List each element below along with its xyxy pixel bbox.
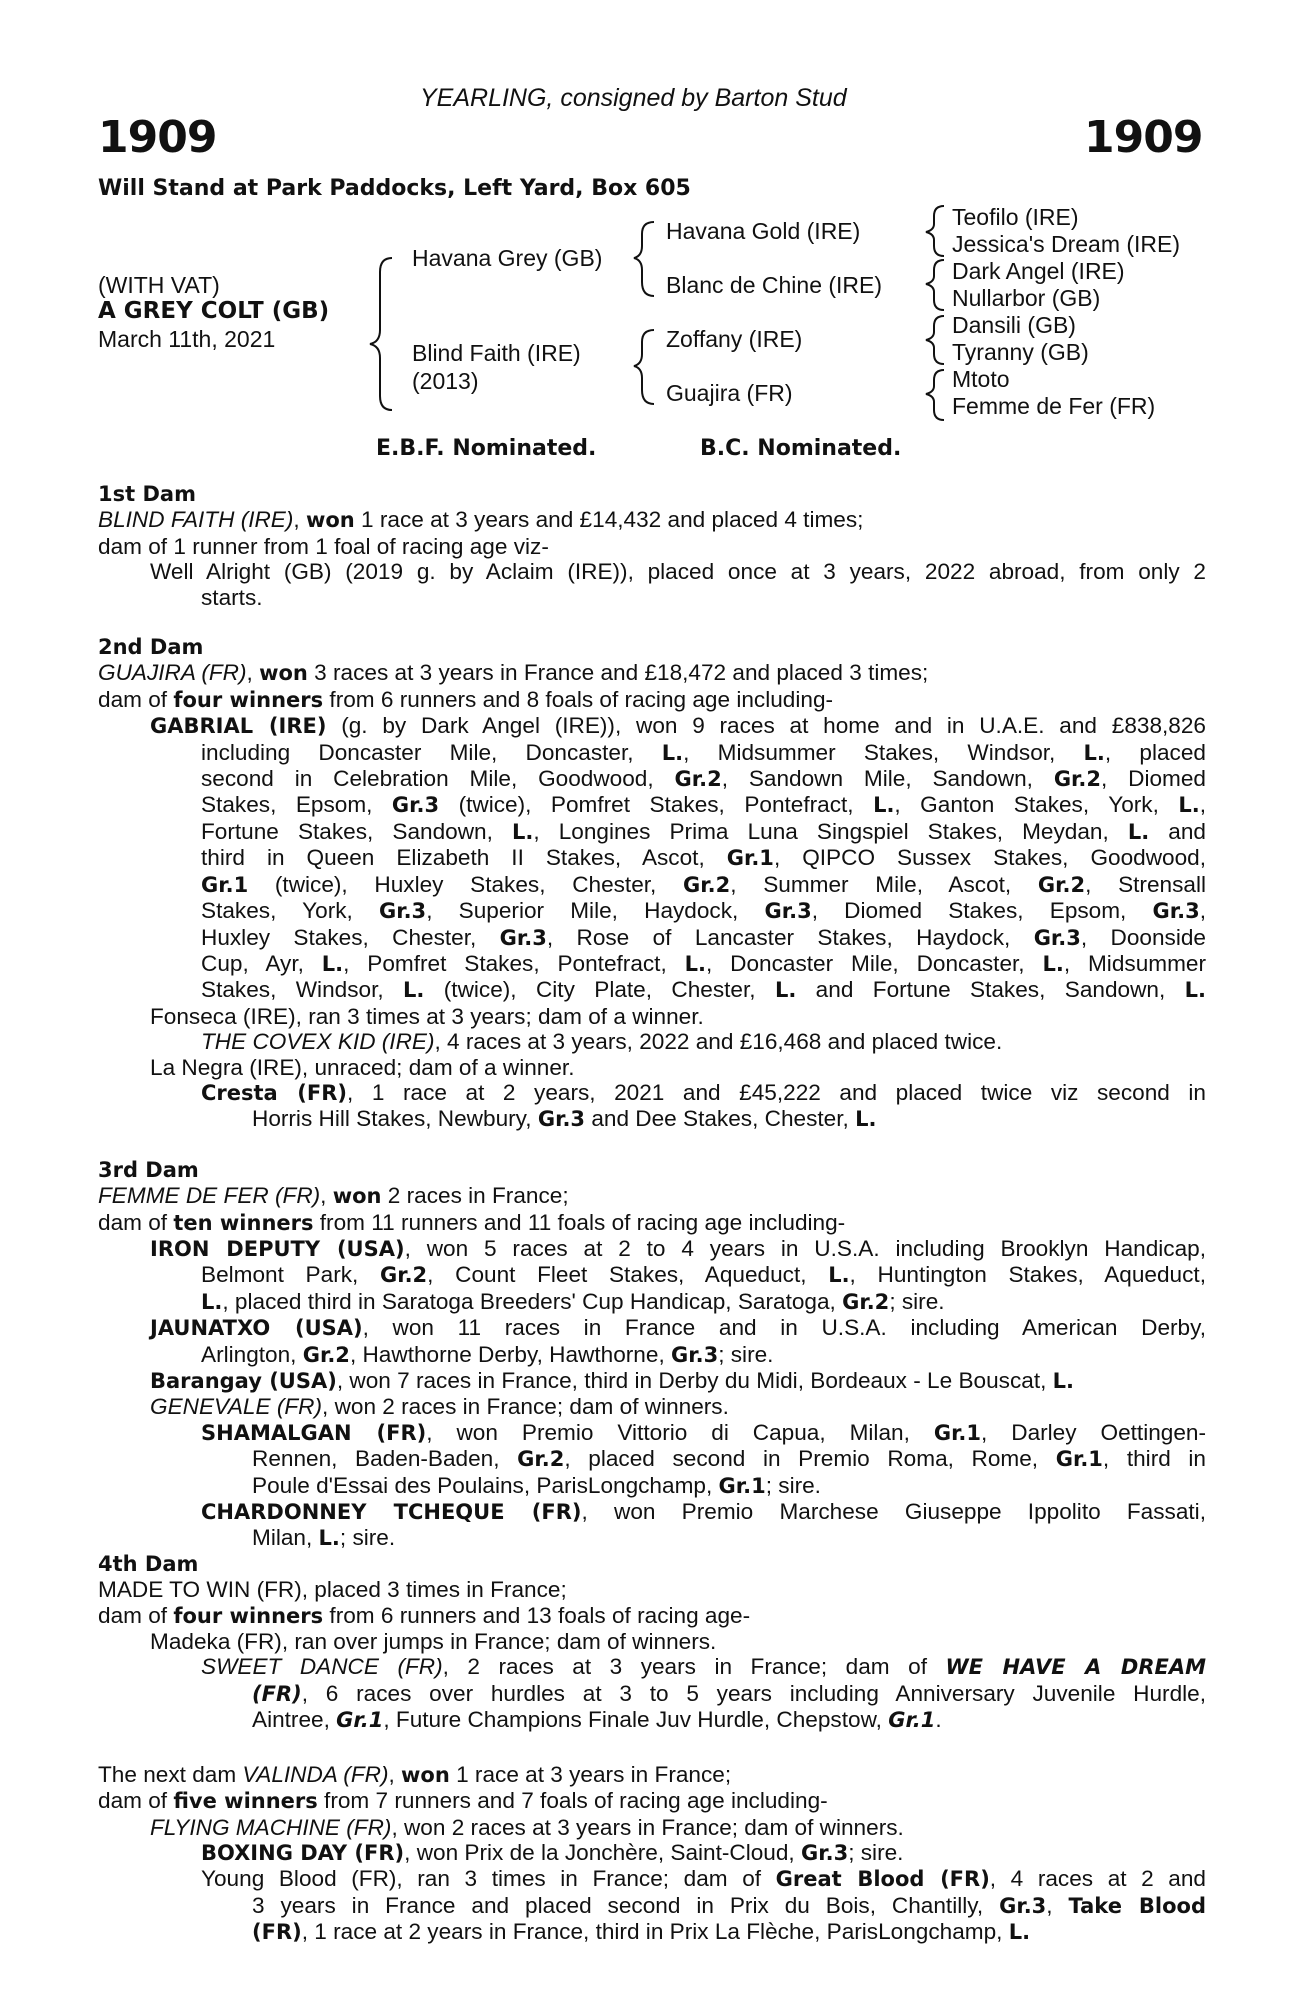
fourth-dam-heading: 4th Dam [98, 1551, 199, 1576]
produce-record: IRON DEPUTY (USA), won 5 races at 2 to 4 years in U.S.A. including Brooklyn Handicap, [150, 1235, 1206, 1261]
produce-record: La Negra (IRE), unraced; dam of a winner. [150, 1054, 575, 1080]
produce-record: JAUNATXO (USA), won 11 races in France and in U.S.A. including American Derby, [150, 1315, 1206, 1341]
pedigree-g3-5: Dansili (GB) [952, 312, 1076, 338]
pedigree-dam: Blind Faith (IRE) [412, 340, 581, 366]
vat-note: (WITH VAT) [98, 272, 220, 298]
produce-record: GENEVALE (FR), won 2 races in France; dam of winners. [150, 1394, 729, 1420]
horse-name: A GREY COLT (GB) [98, 298, 330, 324]
produce-record: FLYING MACHINE (FR), won 2 races at 3 years in France; dam of winners. [150, 1814, 904, 1840]
pedigree-sire-dam: Blanc de Chine (IRE) [666, 272, 883, 298]
produce-record: Madeka (FR), ran over jumps in France; dam of winners. [150, 1629, 717, 1655]
pedigree-sire-sire: Havana Gold (IRE) [666, 218, 861, 244]
produce-record: Barangay (USA), won 7 races in France, third in Derby du Midi, Bordeaux - Le Bouscat, L. [150, 1368, 1075, 1393]
pedigree-g3-4: Nullarbor (GB) [952, 285, 1101, 311]
pedigree-g3-1: Teofilo (IRE) [952, 204, 1079, 230]
pedigree-g3-2: Jessica's Dream (IRE) [952, 231, 1181, 257]
second-dam-line: GUAJIRA (FR), won 3 races at 3 years in France and £18,472 and placed 3 times; [98, 660, 929, 686]
produce-record: Fonseca (IRE), ran 3 times at 3 years; dam of a winner. [150, 1003, 704, 1029]
second-dam-heading: 2nd Dam [98, 635, 204, 660]
produce-record: GABRIAL (IRE) (g. by Dark Angel (IRE)), won 9 races at home and in U.A.E. and £838,826 [150, 713, 1206, 739]
pedigree-dam-sire: Zoffany (IRE) [666, 326, 803, 352]
fourth-dam-line: MADE TO WIN (FR), placed 3 times in France; [98, 1577, 567, 1603]
foaling-date: March 11th, 2021 [98, 326, 276, 352]
pedigree-dam-year: (2013) [412, 368, 479, 394]
consignment-line: YEARLING, consigned by Barton Stud [420, 84, 847, 112]
catalogue-body: 1st Dam BLIND FAITH (IRE), won 1 race at 3 years and £14,432 and placed 4 times; dam of 1 runner from 1 foal of racing age viz- Well Alright (GB) (2019 g. by Aclaim (IRE)), placed once at 3 years, 2022 abroad, from only 2 starts. 2nd Dam GUAJIRA (FR), won 3 races at 3 years in France and £18,472 and placed 3 times; dam of four winners from 6 runners and 8 foals of racing age including- GABRIAL (IRE) (g. by Dark Angel (IRE)), won 9 races at home and in U.A.E. and £838,826 including Doncaster Mile, Doncaster, L., Midsummer Stakes, Windsor, L., placed second in Celebration Mile, Goodwood, Gr.2, Sandown Mile, Sandown, Gr.2, Diomed Stakes, Epsom, Gr.3 (twice), Pomfret Stakes, Pontefract, L., Ganton Stakes, York, L., Fortune Stakes, Sandown, L., Longines Prima Luna Singspiel Stakes, Meydan, L. and third in Queen Elizabeth II Stakes, Ascot, Gr.1, QIPCO Sussex Stakes, Goodwood, Gr.1 (twice), Huxley Stakes, Chester, Gr.2, Summer Mile, Ascot, Gr.2, Strensall Stakes, York, Gr.3, Superior Mile, Haydock, Gr.3, Diomed Stakes, Epsom, Gr.3, Huxley Stakes, Chester, Gr.3, Rose of Lancaster Stakes, Haydock, Gr.3, Doonside Cup, Ayr, L., Pomfret Stakes, Pontefract, L., Doncaster Mile, Doncaster, L., Midsummer Stakes, Windsor, L. (twice), City Plate, Chester, L. and Fortune Stakes, Sandown, L. Fonseca (IRE), ran 3 times at 3 years; dam of a winner. THE COVEX KID (IRE), 4 races at 3 years, 2022 and £16,468 and placed twice. La Negra (IRE), unraced; dam of a winner. Cresta (FR), 1 race at 2 years, 2021 and £45,222 and placed twice viz second in Horris Hill Stakes, Newbury, Gr.3 and Dee Stakes, Chester, L. 3rd Dam FEMME DE FER (FR), won 2 races in France; dam of ten winners from 11 runners and 11 foals of racing age including- IRON DEPUTY (USA), won 5 races at 2 to 4 years in U.S.A. including Brooklyn Handicap, Belmont Park, Gr.2, Count Fleet Stakes, Aqueduct, L., Huntington Stakes, Aqueduct, L., placed third in Saratoga Breeders' Cup Handicap, Saratoga, Gr.2; sire. JAUNATXO (USA), won 11 races in France and in U.S.A. including American Derby, Arlington, Gr.2, Hawthorne Derby, Hawthorne, Gr.3; sire. Barangay (USA), won 7 races in France, third in Derby du Midi, Bordeaux - Le Bouscat, L. GENEVALE (FR), won 2 races in France; dam of winners. SHAMALGAN (FR), won Premio Vittorio di Capua, Milan, Gr.1, Darley Oettingen- Rennen, Baden-Baden, Gr.2, placed second in Premio Roma, Rome, Gr.1, third in Poule d'Essai des Poulains, ParisLongchamp, Gr.1; sire. CHARDONNEY TCHEQUE (FR), won Premio Marchese Giuseppe Ippolito Fassati, Milan, L.; sire. 4th Dam MADE TO WIN (FR), placed 3 times in France; dam of four winners from 6 runners and 13 foals of racing age- Madeka (FR), ran over jumps in France; dam of winners. SWEET DANCE (FR), 2 races at 3 years in France; dam of WE HAVE A DREAM (FR), 6 races over hurdles at 3 to 5 years including Anniversary Juvenile Hurdle, Aintree, Gr.1, Future Champions Finale Juv Hurdle, Chepstow, Gr.1. The next dam VALINDA (FR), won 1 race at 3 years in France; dam of five winners from 7 runners and 7 foals of racing age including- FLYING MACHINE (FR), won 2 races at 3 years in France; dam of winners. BOXING DAY (FR), won Prix de la Jonchère, Saint-Cloud, Gr.3; sire. Young Blood (FR), ran 3 times in France; dam of Great Blood (FR), 4 races at 2 and 3 years in France and placed second in Prix du Bois, Chantilly, Gr.3, Take Blood (FR), 1 race at 2 years in France, third in Prix La Flèche, ParisLongchamp, L. [98, 482, 1207, 1945]
lot-number-left: 1909 [98, 112, 217, 163]
bc-nomination: B.C. Nominated. [700, 436, 902, 461]
third-dam-heading: 3rd Dam [98, 1157, 199, 1182]
pedigree-g3-6: Tyranny (GB) [952, 339, 1089, 365]
lot-number-right: 1909 [1084, 112, 1203, 163]
pedigree-sire: Havana Grey (GB) [412, 245, 603, 271]
next-dam-line: The next dam VALINDA (FR), won 1 race at 3 years in France; [98, 1761, 732, 1787]
ebf-nomination: E.B.F. Nominated. [376, 436, 597, 461]
pedigree-g3-7: Mtoto [952, 366, 1010, 392]
first-dam-heading: 1st Dam [98, 482, 196, 506]
pedigree-g3-3: Dark Angel (IRE) [952, 258, 1125, 284]
pedigree-g3-8: Femme de Fer (FR) [952, 393, 1156, 419]
third-dam-line: FEMME DE FER (FR), won 2 races in France; [98, 1183, 569, 1209]
first-dam-line: BLIND FAITH (IRE), won 1 race at 3 years and £14,432 and placed 4 times; [98, 507, 864, 533]
pedigree-brackets [0, 0, 1314, 430]
location-line: Will Stand at Park Paddocks, Left Yard, Box 605 [98, 176, 691, 201]
pedigree-dam-dam: Guajira (FR) [666, 380, 793, 406]
produce-record: Well Alright (GB) (2019 g. by Aclaim (IRE)), placed once at 3 years, 2022 abroad, from only 2 [150, 559, 1206, 585]
